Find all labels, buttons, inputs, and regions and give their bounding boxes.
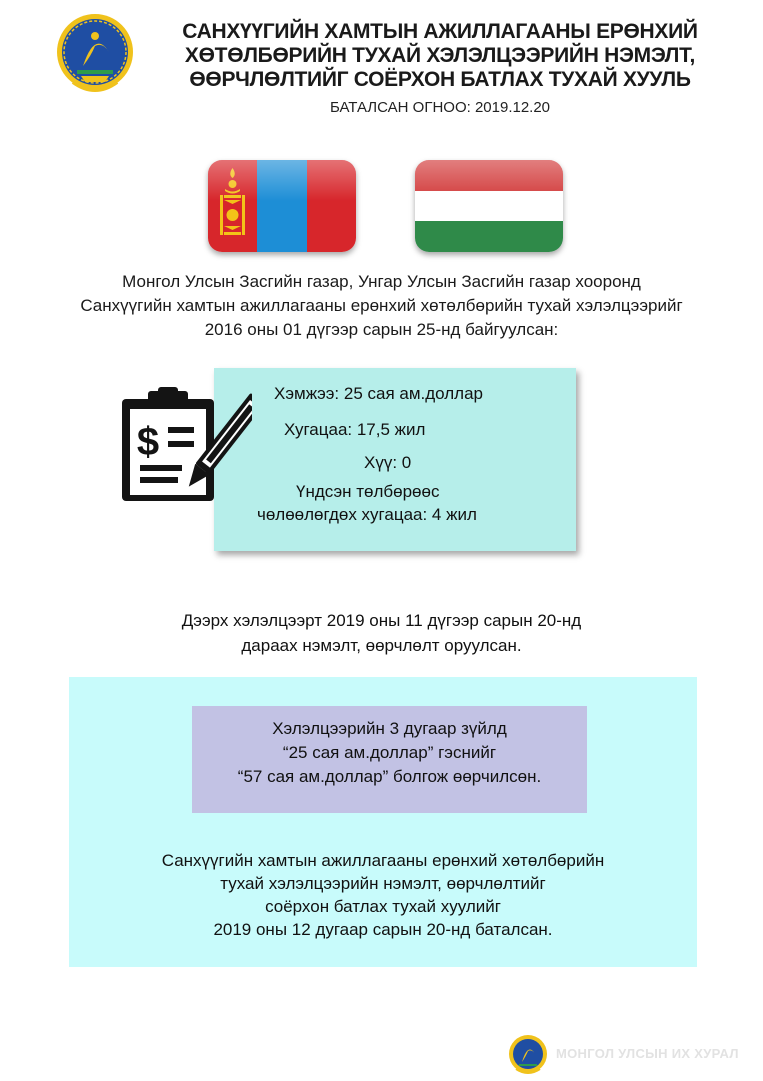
intro-line: Монгол Улсын Засгийн газар, Унгар Улсын Засгийн газар хооронд [122,272,641,291]
conclusion-line: соёрхон батлах тухай хуулийг [265,897,501,916]
amendment-panel [69,677,697,967]
loan-term: Хугацаа: 17,5 жил [284,420,426,439]
conclusion-line: Санхүүгийн хамтын ажиллагааны ерөнхий хөтөлбөрийн [161,851,605,870]
intro-line: Санхүүгийн хамтын ажиллагааны ерөнхий хөтөлбөрийн тухай хэлэлцээрийг [80,296,683,315]
amendment-intro-line: дараах нэмэлт, өөрчлөлт оруулсан. [241,636,522,655]
conclusion-line: тухай хэлэлцээрийн нэмэлт, өөрчлөлтийг [220,874,546,893]
svg-text:$: $ [136,420,160,464]
amendment-intro-line: Дээрх хэлэлцээрт 2019 оны 11 дүгээр сарын 20-нд [181,611,582,630]
amendment-line: “25 сая ам.доллар” гэснийг [282,743,497,762]
amendment-detail-box [192,706,587,813]
loan-terms-box [214,368,576,551]
agreement-intro [40,270,723,342]
flag-stripe [415,221,563,252]
parliament-emblem-icon [508,1034,548,1076]
grace-period-line2: чөлөөлөгдөх хугацаа: 4 жил [257,505,477,524]
state-emblem-icon [55,12,135,96]
amendment-line: “57 сая ам.доллар” болгож өөрчилсөн. [237,767,542,786]
amendment-intro [90,608,673,658]
title-line: САНХҮҮГИЙН ХАМТЫН АЖИЛЛАГААНЫ ЕРӨНХИЙ [182,20,698,43]
hungary-flag-icon [415,160,563,252]
parliament-name: МОНГОЛ УЛСЫН ИХ ХУРАЛ [556,1046,739,1061]
conclusion-text [69,849,697,941]
loan-interest: Хүү: 0 [364,453,412,472]
amendment-line: Хэлэлцээрийн 3 дугаар зүйлд [272,719,507,738]
mongolia-flag-icon [208,160,356,252]
page-title [150,20,730,92]
intro-line: 2016 оны 01 дүгээр сарын 25-нд байгуулсан: [204,320,559,339]
grace-period-line1: Үндсэн төлбөрөөс [296,482,440,501]
title-line: ХӨТӨЛБӨРИЙН ТУХАЙ ХЭЛЭЛЦЭЭРИЙН НЭМЭЛТ, [184,44,696,67]
approved-date: БАТАЛСАН ОГНОО: 2019.12.20 [329,99,551,116]
loan-amount: Хэмжээ: 25 сая ам.доллар [274,384,483,403]
contract-clipboard-icon [112,385,252,505]
title-line: ӨӨРЧЛӨЛТИЙГ СОЁРХОН БАТЛАХ ТУХАЙ ХУУЛЬ [189,68,691,91]
conclusion-line: 2019 оны 12 дугаар сарын 20-нд баталсан. [213,920,553,939]
